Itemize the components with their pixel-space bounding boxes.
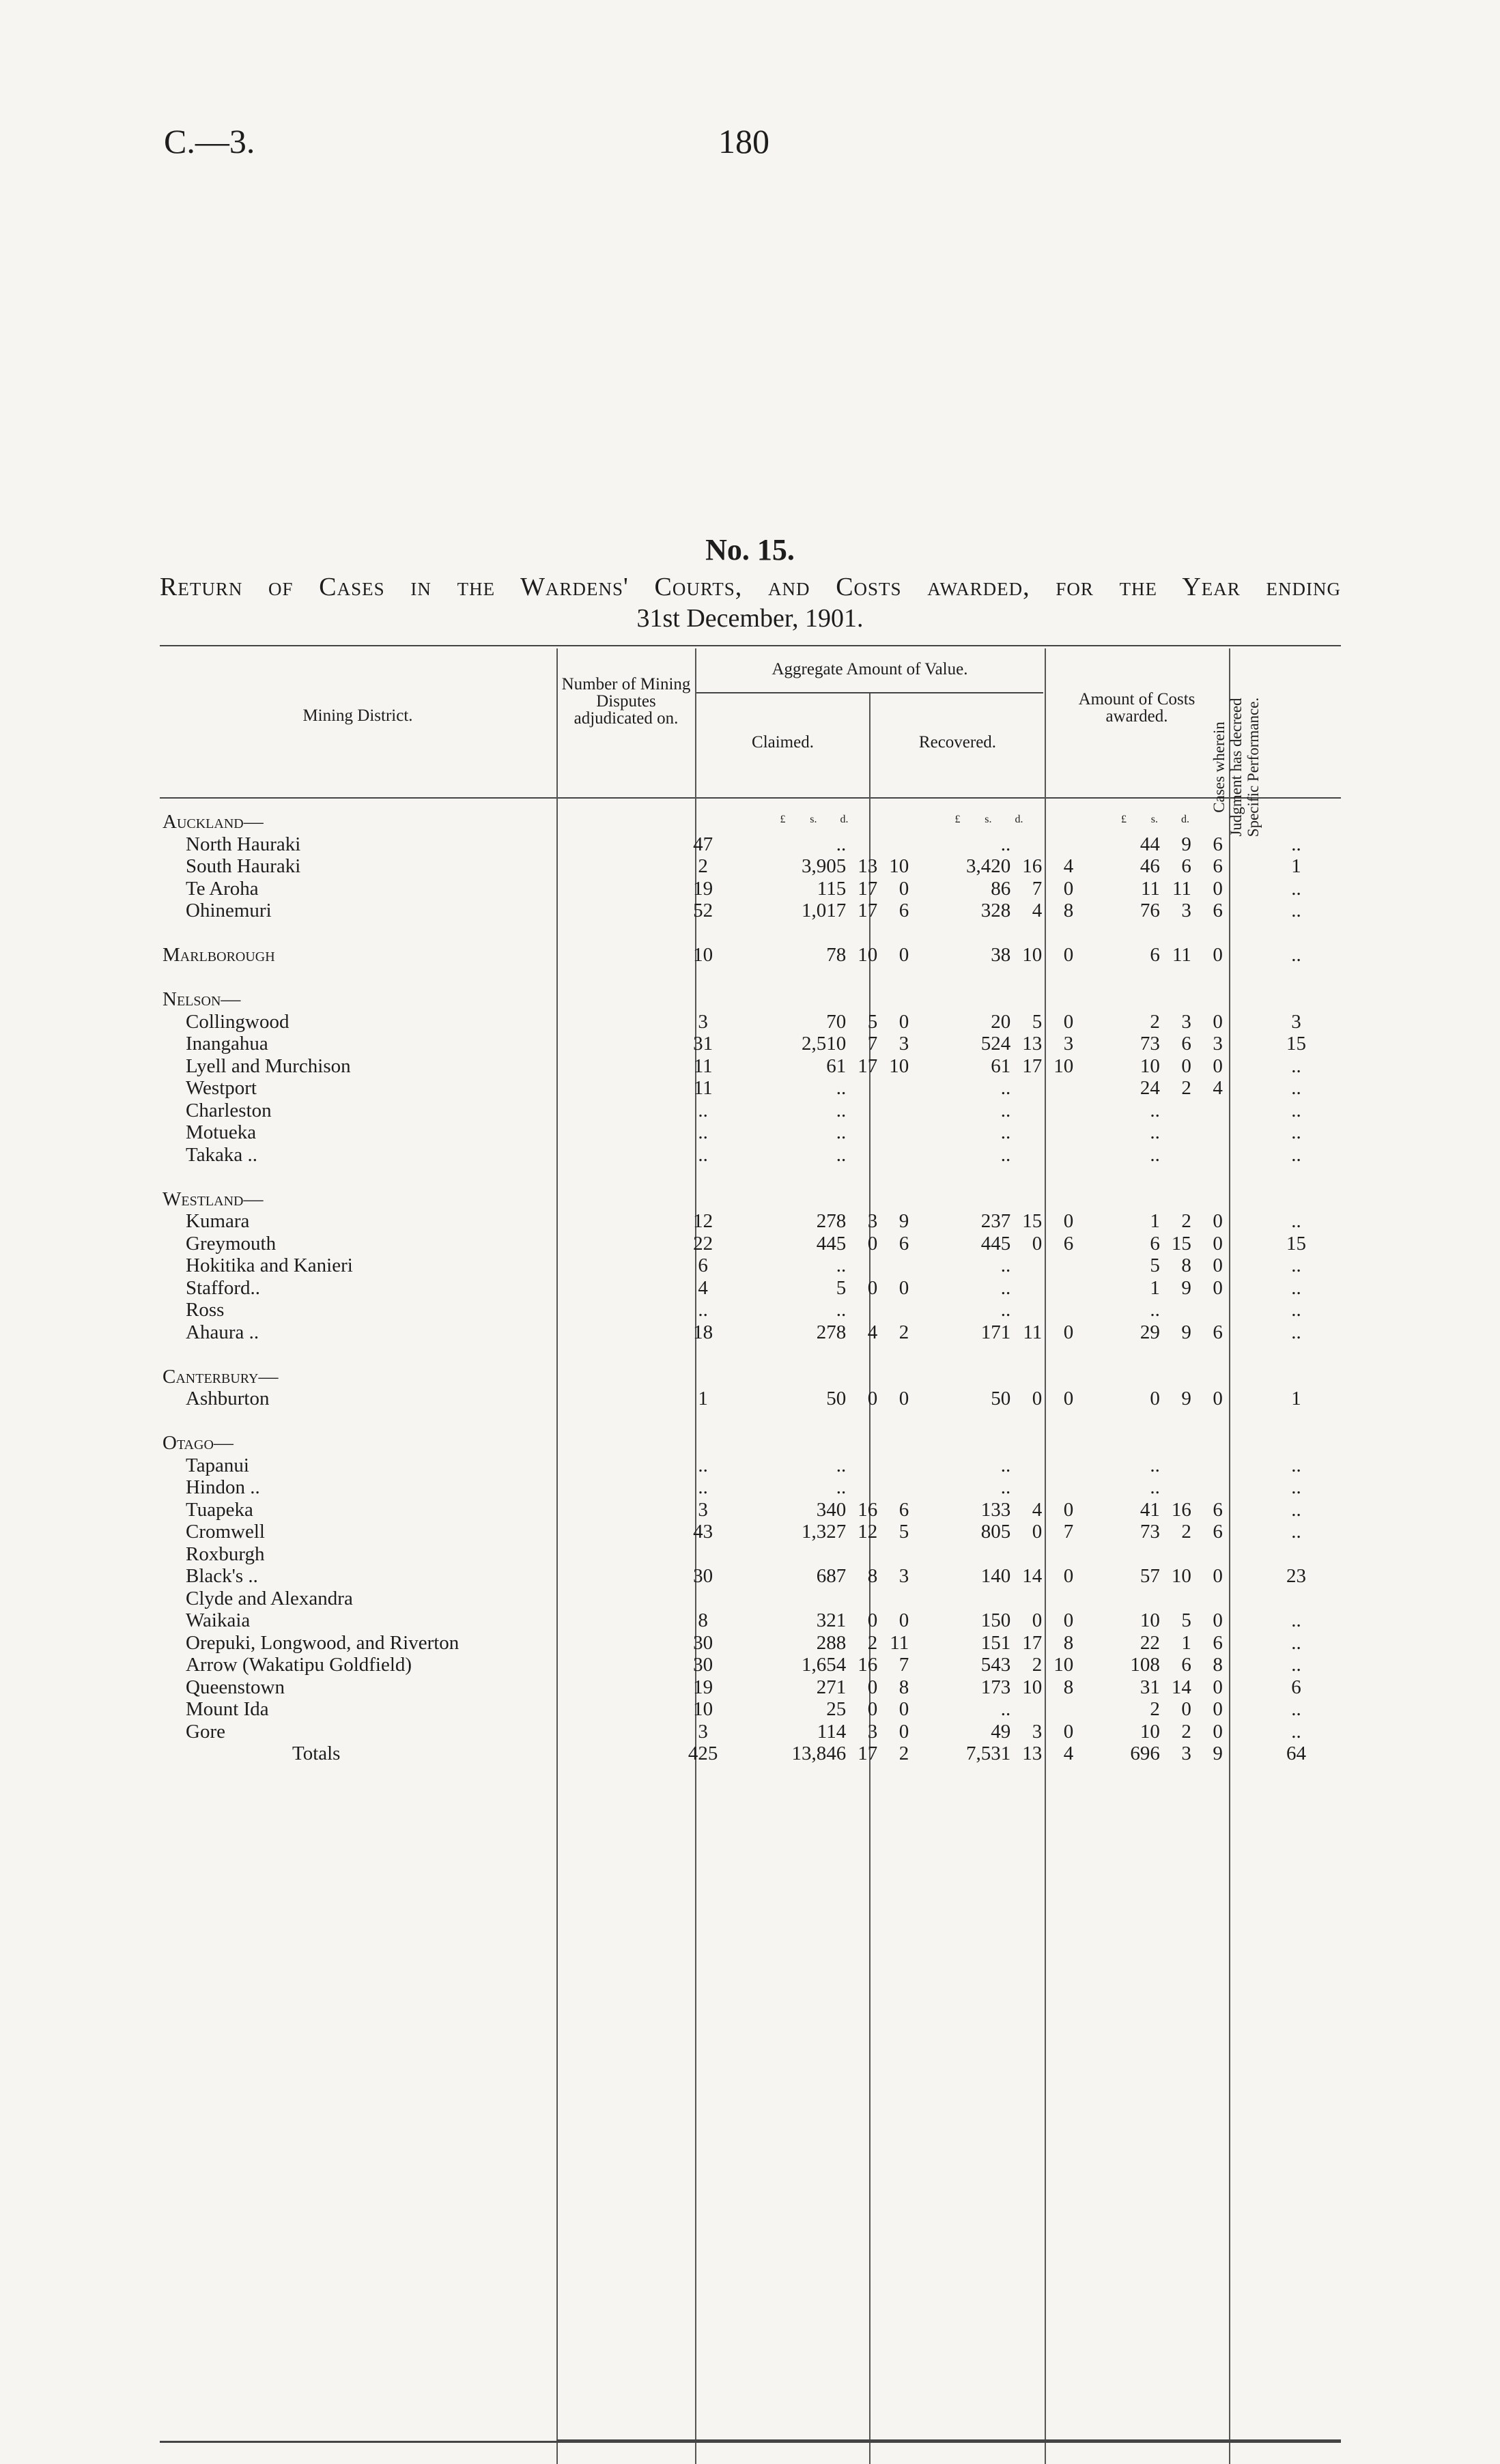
disputes-cell: 10 [693, 944, 713, 966]
disputes-cell: 425 [688, 1743, 718, 1764]
district-name: Black's .. [186, 1565, 258, 1587]
table-row [160, 1100, 1341, 1122]
claimed-cell: 115 17 0 [817, 877, 909, 900]
region-heading [160, 1188, 1341, 1211]
specific-cell: .. [1291, 900, 1301, 921]
district-name: Totals [292, 1743, 341, 1764]
table-row [160, 1476, 1341, 1499]
costs-cell: 6 15 0 [1150, 1232, 1223, 1255]
disputes-cell: 43 [693, 1521, 713, 1543]
disputes-cell: 30 [693, 1631, 713, 1654]
specific-cell: .. [1291, 1077, 1301, 1099]
recovered-cell: .. [1000, 833, 1011, 855]
recovered-cell: .. [1000, 1143, 1011, 1166]
costs-cell: 76 3 6 [1140, 900, 1223, 921]
disputes-cell: 22 [693, 1232, 713, 1255]
disputes-cell: .. [698, 1143, 708, 1166]
disputes-cell: .. [698, 1121, 708, 1143]
recovered-cell: 140 14 0 [980, 1565, 1074, 1587]
recovered-cell: 151 17 8 [980, 1631, 1074, 1654]
return-title: Return of Cases in the Wardens' Courts, and Costs awarded, for the Year ending [160, 573, 1341, 601]
table-row [160, 1121, 1341, 1144]
recovered-cell: 38 10 0 [991, 944, 1074, 966]
disputes-cell: 10 [693, 1698, 713, 1720]
district-name: Marlborough [162, 944, 275, 966]
district-name: Mount Ida [186, 1698, 269, 1720]
region-name: Nelson— [162, 988, 241, 1010]
costs-cell: .. [1150, 1143, 1160, 1166]
specific-cell: .. [1291, 1720, 1301, 1743]
spacer-row [160, 1410, 1341, 1433]
spacer-row [160, 1166, 1341, 1188]
disputes-cell: 3 [698, 1720, 708, 1743]
claimed-cell: 13,846 17 2 [791, 1743, 909, 1764]
cases-table [160, 811, 1341, 1765]
specific-cell: 1 [1291, 855, 1301, 877]
disputes-cell: .. [698, 1454, 708, 1476]
costs-cell: 108 6 8 [1130, 1654, 1223, 1676]
table-row [160, 1055, 1341, 1078]
table-row [160, 1632, 1341, 1654]
district-name: Clyde and Alexandra [186, 1587, 353, 1609]
claimed-cell: 1,327 12 5 [801, 1521, 909, 1543]
specific-cell: 3 [1291, 1010, 1301, 1033]
region-heading [160, 1366, 1341, 1388]
table-row [160, 1299, 1341, 1321]
table-row [160, 1609, 1341, 1632]
page-reference: C.—3. [164, 122, 255, 160]
disputes-cell: 1 [698, 1388, 708, 1409]
claimed-cell: .. [836, 833, 847, 855]
recovered-cell: 173 10 8 [980, 1676, 1074, 1698]
claimed-cell: 687 8 3 [816, 1565, 909, 1587]
claimed-cell: .. [836, 1255, 847, 1276]
recovered-cell: 49 3 0 [991, 1720, 1074, 1743]
district-name: Kumara [186, 1210, 250, 1232]
district-name: Ashburton [186, 1388, 270, 1409]
costs-cell: .. [1150, 1121, 1160, 1143]
district-name: Hindon .. [186, 1476, 260, 1498]
region-heading [160, 1432, 1341, 1455]
disputes-cell: 19 [693, 877, 713, 900]
specific-cell [1251, 1543, 1341, 1566]
district-name: Cromwell [186, 1521, 265, 1543]
claimed-currency: £ s. d. [780, 814, 849, 825]
specific-cell: .. [1291, 1143, 1301, 1166]
totals-row [160, 1743, 1341, 1765]
claimed-cell: .. [836, 1077, 847, 1099]
recovered-cell: 20 5 0 [991, 1010, 1074, 1033]
return-number: No. 15. [705, 533, 795, 567]
header-top-rule [160, 645, 1341, 646]
claimed-cell: 288 2 11 [816, 1631, 909, 1654]
table-row [160, 1565, 1341, 1588]
specific-cell: .. [1291, 1321, 1301, 1343]
district-name: Ohinemuri [186, 900, 272, 921]
disputes-cell: 19 [693, 1676, 713, 1698]
claimed-cell: 271 0 8 [816, 1676, 909, 1698]
district-name: North Hauraki [186, 833, 301, 855]
table-row [160, 833, 1341, 856]
spacer-row [160, 922, 1341, 945]
table-row [160, 1011, 1341, 1033]
table-row [160, 1455, 1341, 1477]
specific-cell: .. [1291, 1609, 1301, 1631]
table-row [160, 878, 1341, 900]
recovered-cell: 805 0 7 [980, 1521, 1074, 1543]
header-aggregate: Aggregate Amount of Value. [772, 660, 968, 678]
specific-cell: .. [1291, 1210, 1301, 1232]
recovered-cell: 237 15 0 [980, 1210, 1074, 1232]
district-name: Stafford.. [186, 1276, 261, 1299]
claimed-cell: 321 0 0 [816, 1609, 909, 1631]
recovered-cell: 133 4 0 [980, 1498, 1074, 1521]
disputes-cell: 6 [698, 1255, 708, 1276]
recovered-cell: .. [1000, 1121, 1011, 1143]
table-row [160, 1721, 1341, 1743]
costs-cell: 2 0 0 [1150, 1698, 1223, 1720]
disputes-cell: .. [698, 1099, 708, 1121]
specific-cell: .. [1291, 1521, 1301, 1543]
region-name: Canterbury— [162, 1365, 279, 1388]
recovered-cell: 3,420 16 4 [966, 855, 1074, 877]
claimed-cell: 70 5 0 [826, 1010, 909, 1033]
district-name: Inangahua [186, 1033, 268, 1055]
table-row [160, 1033, 1341, 1055]
return-title-date: 31st December, 1901. [636, 604, 864, 633]
costs-cell: 0 9 0 [1150, 1388, 1223, 1409]
header-claimed: Claimed. [752, 733, 814, 751]
table-row [160, 900, 1341, 922]
disputes-cell: 18 [693, 1321, 713, 1343]
disputes-cell: 31 [693, 1033, 713, 1055]
recovered-cell: 7,531 13 4 [966, 1743, 1074, 1764]
district-name: Collingwood [186, 1010, 289, 1033]
specific-cell: .. [1291, 1698, 1301, 1720]
recovered-cell: 524 13 3 [980, 1033, 1074, 1055]
table-row [160, 1543, 1341, 1566]
claimed-cell: 5 0 0 [836, 1276, 909, 1299]
costs-cell: 696 3 9 [1130, 1743, 1223, 1764]
table-row [160, 1388, 1341, 1410]
district-name: Hokitika and Kanieri [186, 1255, 353, 1276]
spacer-row [160, 966, 1341, 989]
disputes-cell: 2 [698, 855, 708, 877]
costs-cell: .. [1150, 1099, 1160, 1121]
costs-cell: 44 9 6 [1140, 833, 1223, 855]
disputes-cell: 52 [693, 900, 713, 921]
district-name: Tuapeka [186, 1498, 253, 1521]
disputes-cell: .. [698, 1299, 708, 1321]
specific-cell: .. [1291, 1255, 1301, 1276]
recovered-cell: .. [1000, 1099, 1011, 1121]
costs-cell: 2 3 0 [1150, 1010, 1223, 1033]
table-row [160, 1499, 1341, 1521]
page-number: 180 [718, 122, 769, 160]
region-name: Westland— [162, 1188, 264, 1210]
spacer-row [160, 1343, 1341, 1366]
recovered-cell: 328 4 8 [980, 900, 1074, 921]
costs-cell: 24 2 4 [1140, 1077, 1223, 1099]
recovered-cell: .. [1000, 1476, 1011, 1498]
claimed-cell: 2,510 7 3 [801, 1033, 909, 1055]
disputes-cell: 4 [698, 1276, 708, 1299]
claimed-cell: .. [836, 1099, 847, 1121]
specific-cell: 1 [1291, 1388, 1301, 1409]
claimed-cell: 278 3 9 [816, 1210, 909, 1232]
specific-cell: .. [1291, 1654, 1301, 1676]
claimed-cell: 3,905 13 10 [801, 855, 909, 877]
region-heading [160, 811, 1341, 833]
specific-cell: .. [1291, 833, 1301, 855]
costs-cell: .. [1150, 1299, 1160, 1321]
district-name: Te Aroha [186, 877, 259, 900]
region-name: Otago— [162, 1432, 234, 1454]
recovered-cell: 86 7 0 [991, 877, 1074, 900]
claimed-cell: 78 10 0 [826, 944, 909, 966]
claimed-cell: 1,017 17 6 [801, 900, 909, 921]
costs-cell: 6 11 0 [1150, 944, 1223, 966]
disputes-cell: 8 [698, 1609, 708, 1631]
table-row [160, 1588, 1341, 1610]
header-recovered: Recovered. [918, 733, 997, 751]
specific-cell: .. [1291, 1276, 1301, 1299]
recovered-cell: 171 11 0 [980, 1321, 1074, 1343]
region-heading [160, 988, 1341, 1011]
table-row [160, 1698, 1341, 1721]
disputes-cell: 3 [698, 1010, 708, 1033]
disputes-cell: 12 [693, 1210, 713, 1232]
costs-cell: 1 9 0 [1150, 1276, 1223, 1299]
district-name: Roxburgh [186, 1543, 265, 1565]
costs-cell: 73 6 3 [1140, 1033, 1223, 1055]
recovered-cell: 150 0 0 [980, 1609, 1074, 1631]
costs-cell: .. [1150, 1476, 1160, 1498]
claimed-cell: .. [836, 1143, 847, 1166]
disputes-cell: 11 [693, 1055, 713, 1077]
claimed-cell: .. [836, 1454, 847, 1476]
claimed-cell: 61 17 10 [826, 1055, 909, 1077]
claimed-cell: .. [836, 1476, 847, 1498]
header-specific-performance: Cases wherein Judgment has decreed Specific Performance. [1211, 697, 1262, 837]
district-name: Charleston [186, 1099, 272, 1121]
specific-cell: .. [1291, 1476, 1301, 1498]
header-bottom-rule [160, 797, 1341, 799]
specific-cell: 23 [1286, 1565, 1306, 1587]
district-name: Waikaia [186, 1609, 251, 1631]
claimed-cell: 340 16 6 [816, 1498, 909, 1521]
costs-currency: £ s. d. [1121, 814, 1189, 825]
costs-cell: 10 5 0 [1140, 1609, 1223, 1631]
table-row [160, 1654, 1341, 1676]
claimed-cell: .. [836, 1121, 847, 1143]
disputes-cell: 3 [698, 1498, 708, 1521]
table-row [160, 1521, 1341, 1543]
disputes-cell [645, 1543, 761, 1566]
table-row [160, 1144, 1341, 1166]
recovered-cell: .. [1000, 1255, 1011, 1276]
header-district: Mining District. [302, 706, 413, 725]
table-row [160, 1676, 1341, 1699]
table-row [160, 1277, 1341, 1300]
specific-cell: .. [1291, 1121, 1301, 1143]
header-disputes: Number of Mining Disputes adjudicated on. [561, 675, 691, 728]
costs-cell: 73 2 6 [1140, 1521, 1223, 1543]
specific-cell: .. [1291, 877, 1301, 900]
region-name: Auckland— [162, 811, 264, 833]
district-name: Gore [186, 1720, 225, 1743]
specific-cell [1251, 1588, 1341, 1610]
claimed-cell: 1,654 16 7 [801, 1654, 909, 1676]
costs-cell: 41 16 6 [1140, 1498, 1223, 1521]
claimed-cell: .. [836, 1299, 847, 1321]
district-name: Ross [186, 1299, 225, 1321]
costs-cell: 10 0 0 [1140, 1055, 1223, 1077]
specific-cell: .. [1291, 1099, 1301, 1121]
claimed-cell: 114 3 0 [817, 1720, 909, 1743]
specific-cell: 15 [1286, 1232, 1306, 1255]
specific-cell: .. [1291, 1055, 1301, 1077]
costs-cell: 1 2 0 [1150, 1210, 1223, 1232]
table-row [160, 855, 1341, 878]
district-name: Queenstown [186, 1676, 285, 1698]
district-name: Tapanui [186, 1454, 249, 1476]
disputes-cell: 30 [693, 1654, 713, 1676]
specific-cell: .. [1291, 1498, 1301, 1521]
specific-cell: .. [1291, 1299, 1301, 1321]
recovered-cell: 50 0 0 [991, 1388, 1074, 1409]
header-costs: Amount of Costs awarded. [1078, 690, 1195, 726]
table-row [160, 1233, 1341, 1255]
recovered-currency: £ s. d. [954, 814, 1023, 825]
costs-cell: 31 14 0 [1140, 1676, 1223, 1698]
recovered-cell: .. [1000, 1454, 1011, 1476]
specific-cell: .. [1291, 1454, 1301, 1476]
disputes-cell [645, 1588, 761, 1610]
district-name: Greymouth [186, 1232, 277, 1255]
district-name: Arrow (Wakatipu Goldfield) [186, 1654, 412, 1676]
district-name: Lyell and Murchison [186, 1055, 351, 1077]
district-name: Ahaura .. [186, 1321, 259, 1343]
disputes-cell: 47 [693, 833, 713, 855]
claimed-cell: 278 4 2 [816, 1321, 909, 1343]
table-row [160, 1077, 1341, 1100]
recovered-cell: 543 2 10 [980, 1654, 1074, 1676]
costs-cell: 5 8 0 [1150, 1255, 1223, 1276]
district-name: Motueka [186, 1121, 257, 1143]
specific-cell: .. [1291, 1631, 1301, 1654]
costs-cell: 10 2 0 [1140, 1720, 1223, 1743]
specific-cell: 6 [1291, 1676, 1301, 1698]
district-name: Westport [186, 1077, 257, 1099]
recovered-cell: 445 0 6 [980, 1232, 1074, 1255]
district-name: Orepuki, Longwood, and Riverton [186, 1631, 459, 1654]
table-row [160, 1321, 1341, 1344]
table-row [160, 1255, 1341, 1277]
claimed-cell: 25 0 0 [826, 1698, 909, 1720]
district-name: Takaka .. [186, 1143, 258, 1166]
table-row [160, 1210, 1341, 1233]
specific-cell: .. [1291, 944, 1301, 966]
district-name: South Hauraki [186, 855, 301, 877]
costs-cell: 22 1 6 [1140, 1631, 1223, 1654]
costs-cell: .. [1150, 1454, 1160, 1476]
disputes-cell: 11 [693, 1077, 713, 1099]
disputes-cell: .. [698, 1476, 708, 1498]
specific-cell: 64 [1286, 1743, 1306, 1764]
costs-cell: 29 9 6 [1140, 1321, 1223, 1343]
recovered-cell: .. [1000, 1077, 1011, 1099]
costs-cell: 46 6 6 [1140, 855, 1223, 877]
costs-cell: 57 10 0 [1140, 1565, 1223, 1587]
disputes-cell: 30 [693, 1565, 713, 1587]
claimed-cell: 50 0 0 [826, 1388, 909, 1409]
specific-cell: 15 [1286, 1033, 1306, 1055]
claimed-cell: 445 0 6 [816, 1232, 909, 1255]
recovered-cell: .. [1000, 1299, 1011, 1321]
recovered-cell: 61 17 10 [991, 1055, 1074, 1077]
costs-cell: 11 11 0 [1140, 877, 1223, 900]
recovered-cell: .. [1000, 1276, 1011, 1299]
table-row [160, 944, 1341, 966]
recovered-cell: .. [1000, 1698, 1011, 1720]
